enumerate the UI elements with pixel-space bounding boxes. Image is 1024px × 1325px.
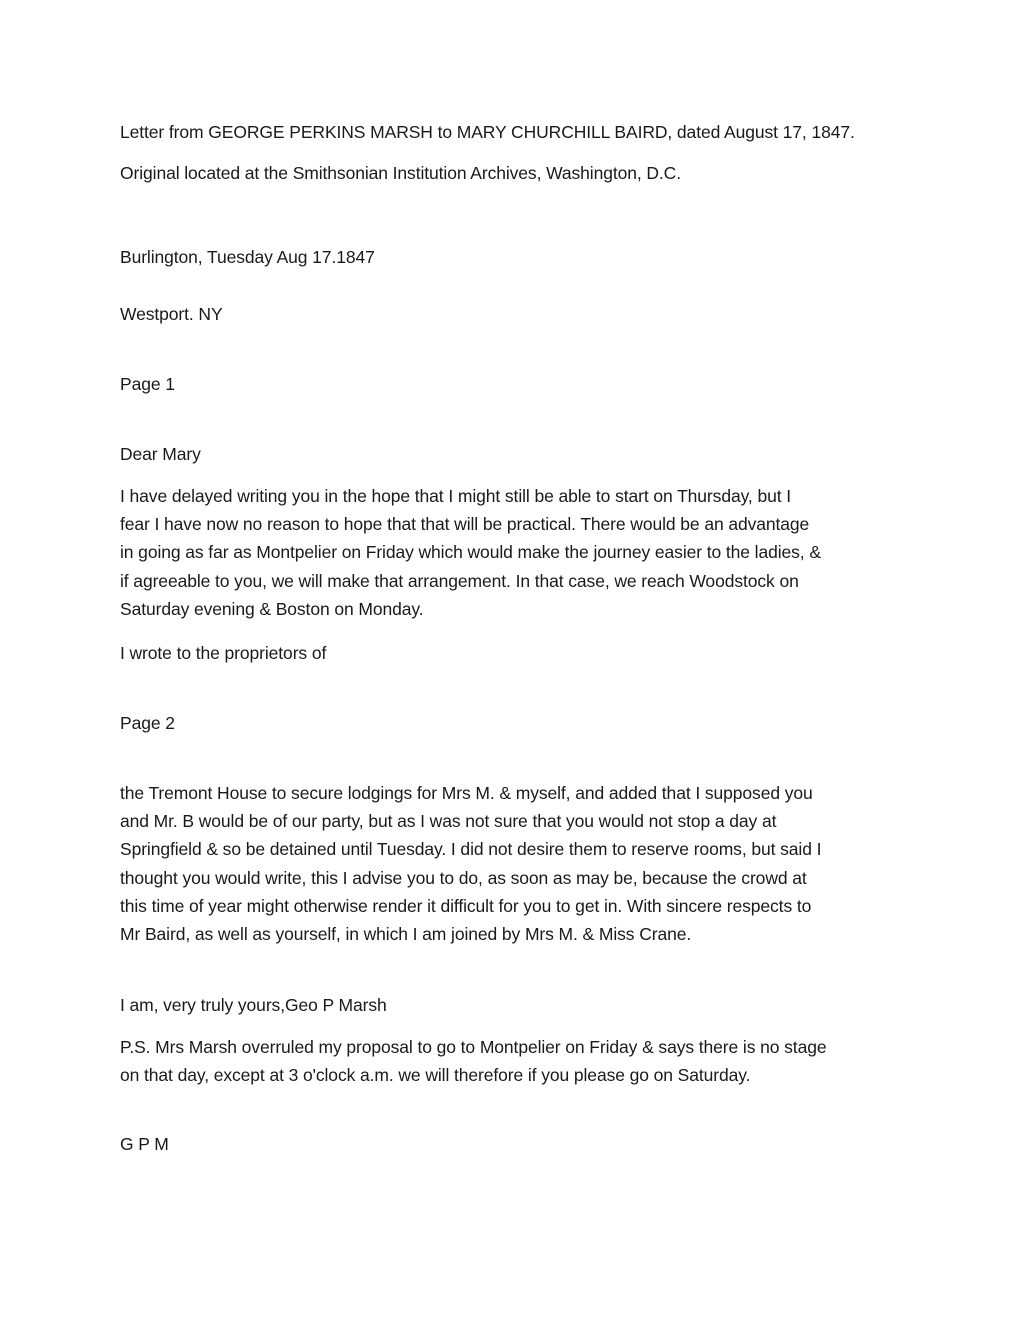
paragraph-line: P.S. Mrs Marsh overruled my proposal to go to Montpelier on Friday & says there is no stage [120,1037,827,1057]
letter-address: Westport. NY [120,304,223,324]
paragraph-line: fear I have now no reason to hope that that will be practical. There would be an advantage [120,514,810,535]
paragraph-line: Mr Baird, as well as yourself, in which I am joined by Mrs M. & Miss Crane. [120,924,692,945]
paragraph-line: on that day, except at 3 o'clock a.m. we will therefore if you please go on Saturday. [120,1065,751,1086]
header-source: Original located at the Smithsonian Institution Archives, Washington, D.C. [120,163,681,183]
letter-paragraph-1 [120,482,910,623]
page-1-label: Page 1 [120,374,175,394]
header-title: Letter from GEORGE PERKINS MARSH to MARY CHURCHILL BAIRD, dated August 17, 1847. [120,122,855,142]
letter-closing: I am, very truly yours,Geo P Marsh [120,995,387,1015]
letter-paragraph-2: I wrote to the proprietors of [120,643,327,663]
paragraph-line: this time of year might otherwise render it difficult for you to get in. With sincere respects to [120,895,812,916]
paragraph-line: the Tremont House to secure lodgings for Mrs M. & myself, and added that I supposed you [120,783,813,803]
paragraph-line: and Mr. B would be of our party, but as I was not sure that you would not stop a day at [120,811,777,832]
paragraph-line: thought you would write, this I advise you to do, as soon as may be, because the crowd at [120,867,807,888]
letter-salutation: Dear Mary [120,444,201,464]
letter-initials: G P M [120,1134,169,1154]
paragraph-line: if agreeable to you, we will make that arrangement. In that case, we reach Woodstock on [120,570,799,591]
letter-paragraph-3 [120,779,910,948]
page-2-label: Page 2 [120,713,175,733]
letter-postscript [120,1033,910,1089]
paragraph-line: I have delayed writing you in the hope that I might still be able to start on Thursday, but I [120,486,792,506]
paragraph-line: Saturday evening & Boston on Monday. [120,598,424,619]
paragraph-line: Springfield & so be detained until Tuesday. I did not desire them to reserve rooms, but said I [120,839,822,860]
paragraph-line: in going as far as Montpelier on Friday which would make the journey easier to the ladies, & [120,542,821,563]
letter-place-date: Burlington, Tuesday Aug 17.1847 [120,247,375,267]
